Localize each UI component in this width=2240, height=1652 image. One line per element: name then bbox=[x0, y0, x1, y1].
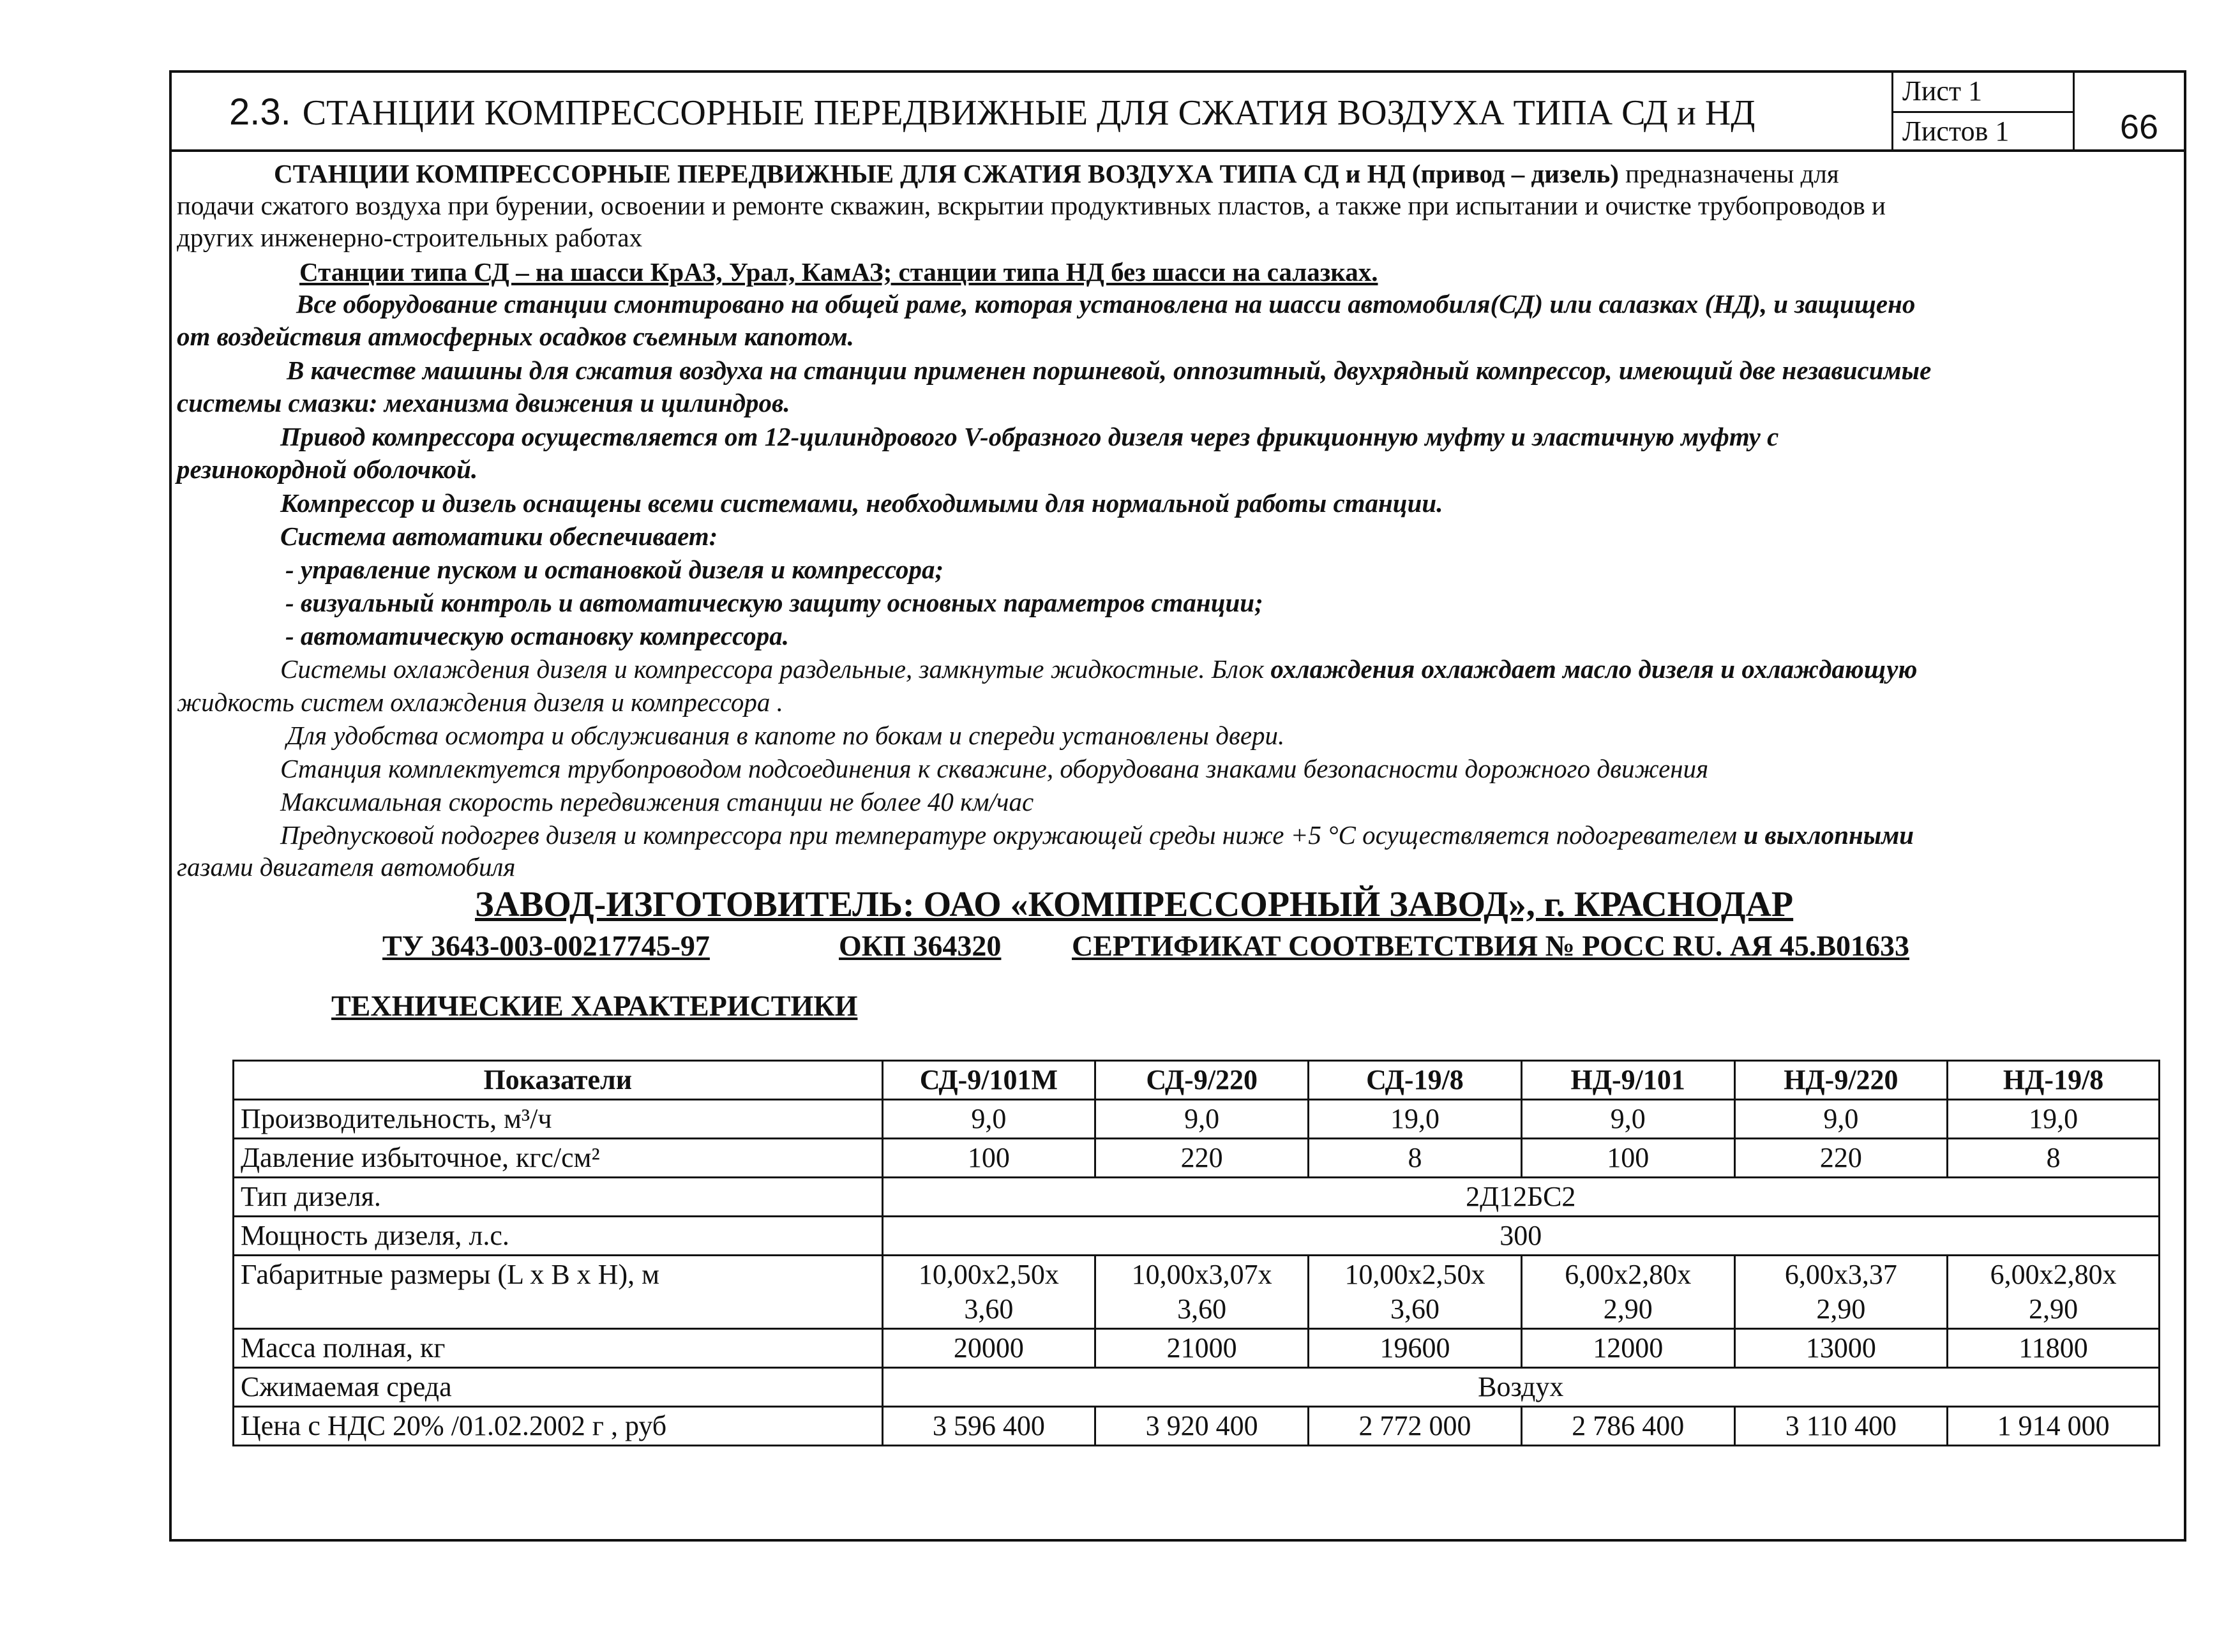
table-cell bbox=[1948, 1256, 2160, 1329]
table-row-mass bbox=[234, 1329, 2160, 1368]
okp-code: ОКП 364320 bbox=[839, 929, 1002, 962]
section-number: 2.3. bbox=[229, 91, 291, 133]
table-cell: 9,0 bbox=[1095, 1100, 1309, 1139]
table-cell: 19,0 bbox=[1948, 1100, 2160, 1139]
table-cell: 12000 bbox=[1521, 1329, 1734, 1368]
table-cell: 9,0 bbox=[882, 1100, 1095, 1139]
page-number: 66 bbox=[2073, 73, 2186, 149]
table-header-cell: СД-19/8 bbox=[1309, 1061, 1522, 1100]
dimension-line: 6,00х3,37 bbox=[1784, 1259, 1897, 1290]
paragraph-2-line-1: В качестве машины для сжатия воздуха на станции применен поршневой, оппозитный, двухрядный компрессор, имеющий две независимые bbox=[287, 356, 1932, 385]
table-cell: 2 772 000 bbox=[1309, 1407, 1522, 1446]
table-cell: 8 bbox=[1948, 1139, 2160, 1178]
table-cell-merged: 2Д12БС2 bbox=[882, 1178, 2159, 1217]
paragraph-4: Компрессор и дизель оснащены всеми системами, необходимыми для нормальной работы станции. bbox=[280, 488, 1443, 518]
table-cell: 3 920 400 bbox=[1095, 1407, 1309, 1446]
table-cell: 11800 bbox=[1948, 1329, 2160, 1368]
intro-line-2: подачи сжатого воздуха при бурении, освоении и ремонте скважин, вскрытии продуктивных пластов, а также при испытании и очистке трубопроводов и bbox=[177, 191, 1886, 220]
paragraph-10-line-2: газами двигателя автомобиля bbox=[177, 852, 516, 882]
table-cell bbox=[1095, 1256, 1309, 1329]
table-cell: 9,0 bbox=[1521, 1100, 1734, 1139]
row-label: Цена с НДС 20% /01.02.2002 г , руб bbox=[234, 1407, 883, 1446]
paragraph-6-part-a: Системы охлаждения дизеля и компрессора раздельные, замкнутые жидкостные. Блок bbox=[280, 654, 1265, 684]
paragraph-3-line-2: резинокордной оболочкой. bbox=[177, 454, 478, 484]
table-cell: 220 bbox=[1095, 1139, 1309, 1178]
table-cell: 8 bbox=[1309, 1139, 1522, 1178]
paragraph-6-line-1 bbox=[280, 652, 1917, 686]
dimension-line: 3,60 bbox=[964, 1293, 1014, 1325]
table-cell: 100 bbox=[1521, 1139, 1734, 1178]
manufacturer-heading: ЗАВОД-ИЗГОТОВИТЕЛЬ: ОАО «КОМПРЕССОРНЫЙ ЗАВОД», г. КРАСНОДАР bbox=[475, 885, 1794, 924]
paragraph-8: Станция комплектуется трубопроводом подсоединения к скважине, оборудована знаками безопасности дорожного движения bbox=[280, 754, 1709, 783]
sheet-info-box bbox=[1891, 73, 2073, 149]
table-cell: 9,0 bbox=[1734, 1100, 1948, 1139]
dimension-line: 3,60 bbox=[1390, 1293, 1439, 1325]
dimension-line: 6,00х2,80х bbox=[1990, 1259, 2117, 1290]
dimension-line: 10,00х2,50х bbox=[918, 1259, 1059, 1290]
table-row-capacity bbox=[234, 1100, 2160, 1139]
table-header-cell: СД-9/101М bbox=[882, 1061, 1095, 1100]
document-frame bbox=[169, 70, 2186, 1542]
bullet-2: - визуальный контроль и автоматическую защиту основных параметров станции; bbox=[285, 588, 1263, 617]
paragraph-6-line-2: жидкость систем охлаждения дизеля и компрессора . bbox=[177, 687, 783, 717]
paragraph-9: Максимальная скорость передвижения станции не более 40 км/час bbox=[280, 787, 1034, 816]
table-row-price bbox=[234, 1407, 2160, 1446]
tech-specs-table bbox=[232, 1060, 2160, 1446]
table-cell bbox=[1521, 1256, 1734, 1329]
row-label: Масса полная, кг bbox=[234, 1329, 883, 1368]
table-cell bbox=[1309, 1256, 1522, 1329]
page-title bbox=[229, 91, 1755, 133]
table-cell: 220 bbox=[1734, 1139, 1948, 1178]
dimension-line: 2,90 bbox=[1816, 1293, 1866, 1325]
table-cell-merged: 300 bbox=[882, 1217, 2159, 1256]
dimension-line: 2,90 bbox=[1603, 1293, 1653, 1325]
paragraph-1-line-1: Все оборудование станции смонтировано на общей раме, которая установлена на шасси автомобиля(СД) или салазках (НД), и защищено bbox=[296, 289, 1916, 319]
table-cell: 19,0 bbox=[1309, 1100, 1522, 1139]
intro-line-3: других инженерно-строительных работах bbox=[177, 223, 643, 252]
dimension-line: 6,00х2,80х bbox=[1565, 1259, 1692, 1290]
bullet-3: - автоматическую остановку компрессора. bbox=[285, 621, 790, 650]
chassis-line: Станции типа СД – на шасси КрАЗ, Урал, КамАЗ; станции типа НД без шасси на салазках. bbox=[299, 257, 1378, 287]
table-cell: 21000 bbox=[1095, 1329, 1309, 1368]
paragraph-10-part-a: Предпусковой подогрев дизеля и компрессора при температуре окружающей среды ниже +5 °С осуществляется подогревателем bbox=[280, 820, 1738, 850]
dimension-line: 10,00х3,07х bbox=[1131, 1259, 1272, 1290]
table-header-cell: Показатели bbox=[234, 1061, 883, 1100]
certificate-number: СЕРТИФИКАТ СООТВЕТСТВИЯ № РОСС RU. АЯ 45.В01633 bbox=[1072, 929, 1910, 962]
table-cell: 3 110 400 bbox=[1734, 1407, 1948, 1446]
table-row-diesel-type bbox=[234, 1178, 2160, 1217]
paragraph-6-part-b: охлаждения охлаждает масло дизеля и охлаждающую bbox=[1264, 654, 1918, 684]
row-label: Тип дизеля. bbox=[234, 1178, 883, 1217]
intro-line1-rest: предназначены для bbox=[1618, 159, 1839, 188]
table-cell: 19600 bbox=[1309, 1329, 1522, 1368]
table-cell: 1 914 000 bbox=[1948, 1407, 2160, 1446]
row-label: Габаритные размеры (L х В х Н), м bbox=[234, 1256, 883, 1329]
table-header-cell: СД-9/220 bbox=[1095, 1061, 1309, 1100]
row-label: Сжимаемая среда bbox=[234, 1368, 883, 1407]
table-row-medium bbox=[234, 1368, 2160, 1407]
paragraph-7: Для удобства осмотра и обслуживания в капоте по бокам и спереди установлены двери. bbox=[287, 721, 1285, 750]
paragraph-10-part-b: и выхлопными bbox=[1737, 820, 1914, 850]
table-cell: 2 786 400 bbox=[1521, 1407, 1734, 1446]
bullet-1: - управление пуском и остановкой дизеля и компрессора; bbox=[285, 555, 944, 584]
table-cell bbox=[1734, 1256, 1948, 1329]
row-label: Давление избыточное, кгс/см² bbox=[234, 1139, 883, 1178]
table-header-cell: НД-9/220 bbox=[1734, 1061, 1948, 1100]
paragraph-2-line-2: системы смазки: механизма движения и цилиндров. bbox=[177, 388, 790, 417]
intro-line-1 bbox=[274, 157, 1839, 190]
tech-specs-title: ТЕХНИЧЕСКИЕ ХАРАКТЕРИСТИКИ bbox=[331, 989, 858, 1022]
table-header-cell: НД-19/8 bbox=[1948, 1061, 2160, 1100]
document-header bbox=[172, 73, 2184, 152]
sheet-label: Лист 1 bbox=[1902, 75, 1983, 107]
dimension-line: 2,90 bbox=[2029, 1293, 2078, 1325]
table-cell bbox=[882, 1256, 1095, 1329]
table-header-cell: НД-9/101 bbox=[1521, 1061, 1734, 1100]
paragraph-5: Система автоматики обеспечивает: bbox=[280, 522, 718, 551]
paragraph-1-line-2: от воздействия атмосферных осадков съемным капотом. bbox=[177, 322, 854, 351]
table-header-row bbox=[234, 1061, 2160, 1100]
table-row-dimensions bbox=[234, 1256, 2160, 1329]
table-row-pressure bbox=[234, 1139, 2160, 1178]
table-cell: 13000 bbox=[1734, 1329, 1948, 1368]
tu-code: ТУ 3643-003-00217745-97 bbox=[382, 929, 710, 962]
table-row-diesel-power bbox=[234, 1217, 2160, 1256]
paragraph-10-line-1 bbox=[280, 818, 1914, 852]
intro-bold-lead: СТАНЦИИ КОМПРЕССОРНЫЕ ПЕРЕДВИЖНЫЕ ДЛЯ СЖАТИЯ ВОЗДУХА ТИПА СД и НД (привод – дизель) bbox=[274, 159, 1619, 188]
section-title: СТАНЦИИ КОМПРЕССОРНЫЕ ПЕРЕДВИЖНЫЕ ДЛЯ СЖАТИЯ ВОЗДУХА ТИПА СД и НД bbox=[302, 93, 1755, 133]
dimension-line: 10,00х2,50х bbox=[1344, 1259, 1485, 1290]
table-cell-merged: Воздух bbox=[882, 1368, 2159, 1407]
row-label: Производительность, м³/ч bbox=[234, 1100, 883, 1139]
table-cell: 100 bbox=[882, 1139, 1095, 1178]
table-cell: 20000 bbox=[882, 1329, 1095, 1368]
paragraph-3-line-1: Привод компрессора осуществляется от 12-цилиндрового V-образного дизеля через фрикционную муфту и эластичную муфту с bbox=[280, 422, 1779, 451]
table-cell: 3 596 400 bbox=[882, 1407, 1095, 1446]
dimension-line: 3,60 bbox=[1177, 1293, 1227, 1325]
sheets-total-label: Листов 1 bbox=[1893, 111, 2073, 149]
row-label: Мощность дизеля, л.с. bbox=[234, 1217, 883, 1256]
